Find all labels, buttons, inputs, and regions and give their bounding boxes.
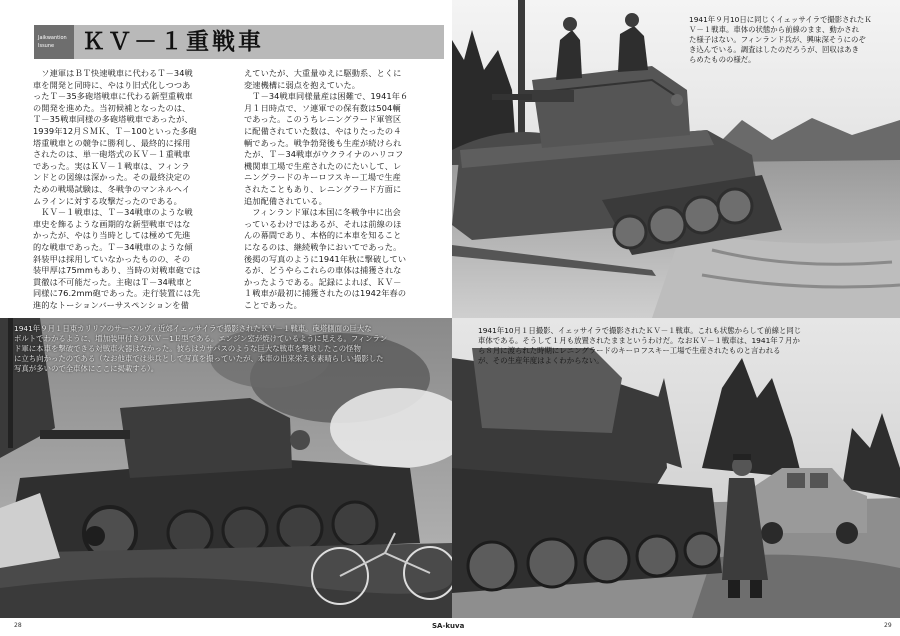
page-number-right: 29 xyxy=(884,622,892,629)
article-column-2: えていたが、大重量ゆえに駆動系、とくに 変速機構に弱点を抱えていた。 Ｔ－34戦車同様量産は困難で、1941年６ 月１日時点で、ソ連軍での保有数は504輌 であった。このうちレニングラード軍管区 に配備されていた数は、やはりたったの４ 輌であった。戦争勃発後も生産が続けられ たが、Ｔ－34戦車がウクライナのハリコフ 機関車工場で生産されたのにたいして、レ ニングラードのキーロフスキー工場で生産 されたこともあり、レニングラード方面に 追加配備されている。 フィンランド軍は本国に冬戦争中に出会 っているわけではあるが、それは前線のほ んの幕間であり、本格的に本車を知ること になるのは、継続戦争においてであった。 後掲の写真のように1941年秋に撃破してい るが、どうやらこれらの車体は捕獲されな かったようである。記録によれば、ＫＶ－ １戦車が最初に捕獲されたのは1942年春の ことであった。 xyxy=(244,68,409,310)
caption-bottom-right: 1941年10月１日撮影、イェッサイラで撮影されたＫＶ－１戦車。これも状態からして前線と同じ 車体である。そうして１月も放置されたままというわけだ。なおＫＶ－１戦車は、1941年７月か ら８月に渡られた時期にレニングラードのキーロフスキー工場で生産されたものと言われる が、その生産年度はよくわからない。 xyxy=(478,326,802,365)
series-tag: Jaikwantion Issune xyxy=(38,35,67,49)
article-title: ＫＶ－１重戦車 xyxy=(82,29,264,55)
page-number-left: 28 xyxy=(14,622,22,629)
article-column-1: ソ連軍はＢＴ快速戦車に代わるＴ－34戦 車を開発と同時に、やはり旧式化しつつあ ったＴ－35多砲塔戦車に代わる新型重戦車 の開発を進めた。当初候補となったのは、 Ｔ－35戦車同様の多砲塔戦車であったが、 1939年12月ＳＭＫ、Ｔ－100といった多砲 塔重戦車との競争に勝利し、最終的に採用 されたのは、単一砲塔式のＫＶ－１重戦車 であった。実はＫＶ－１戦車は、フィンラ ンドとの図線は深かった。その最終決定の ための戦場試験は、冬戦争のマンネルヘイ ムラインに対する攻撃だったのである。 ＫＶ－１戦車は、Ｔ－34戦車のような戦 車史を飾るような画期的な新型戦車ではな かったが、やはり当時としては極めて先進 的な戦車であった。Ｔ－34戦車のような傾 斜装甲は採用していなかったものの、その 装甲厚は75mmもあり、当時の対戦車砲では 貫徹は不可能だった。主砲はＴ－34戦車と 同様に76.2mm砲であった。走行装置には先 進的なトーションバーサスペンションを備 xyxy=(33,68,201,310)
caption-bottom-left: 1941年９月１日東カリリアのサーマルヴィ近郊イェッサイラで撮影されたＫＶ－１戦車。砲塔側面の巨大な ボルトでわかるように、増加装甲付きのＫＶ－1Ｅ型である。エンジン室が焼けているように見える。フィンラン ド軍に本車を撃破できる対戦車火器はなかった。彼らはカサパスのような巨大な戦車を撃破したこの怪物 に立ち向かったのである（なお他車では歩兵として写真を撮っていたが、本車の出来栄えも素晴らしい撮影した 写真が多いので全車体にここに掲載する）。 xyxy=(14,324,388,373)
series-tag-box xyxy=(34,25,74,59)
caption-top-right: 1941年９月10日に同じくイェッサイラで撮影されたＫ Ｖ－１戦車。車体の状態から前線のまま、動かされ た様子はない。フィンランド兵が、興味深そうにのぞ き込んでいる。調査はしたのだろうが、回収はあき らめたものの様だ。 xyxy=(689,15,872,64)
publisher-brand: SA-kuva xyxy=(432,622,465,630)
